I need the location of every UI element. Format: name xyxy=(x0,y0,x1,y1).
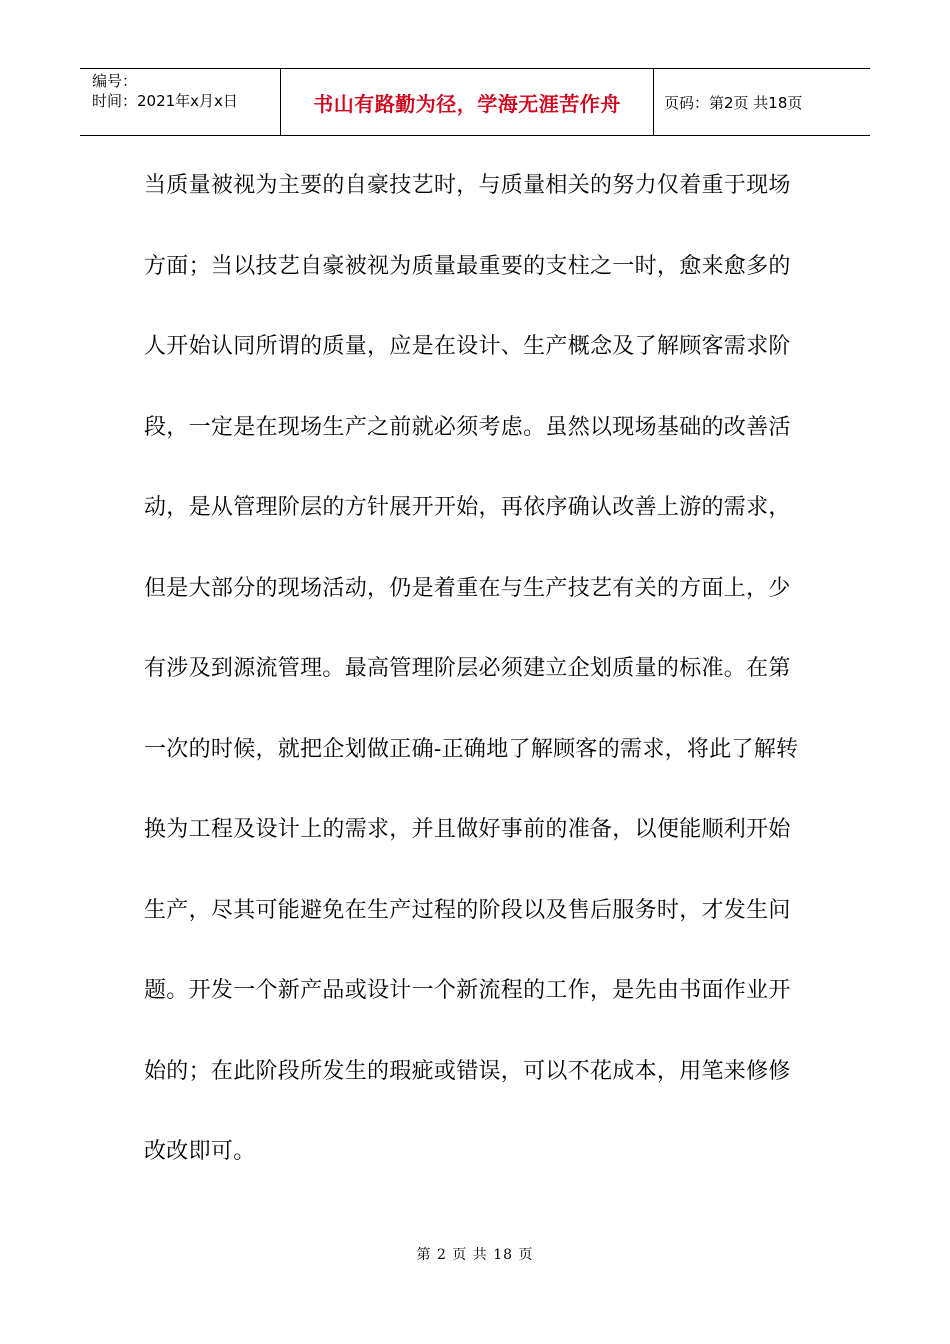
body-line: 换为工程及设计上的需求，并且做好事前的准备，以便能顺利开始 xyxy=(144,817,791,842)
body-line: 动，是从管理阶层的方针展开开始，再依序确认改善上游的需求， xyxy=(144,495,791,520)
page-footer: 第 2 页 共 18 页 xyxy=(416,1247,534,1263)
document-number-label: 编号： xyxy=(92,72,138,90)
body-line: 人开始认同所谓的质量，应是在设计、生产概念及了解顾客需求阶 xyxy=(144,334,791,359)
body-line: 始的；在此阶段所发生的瑕疵或错误，可以不花成本，用笔来修修 xyxy=(144,1058,791,1084)
body-line: 有涉及到源流管理。最高管理阶层必须建立企划质量的标准。在第 xyxy=(144,656,791,681)
document-body xyxy=(144,146,814,1193)
header-meta xyxy=(80,69,281,135)
body-line: 题。开发一个新产品或设计一个新流程的工作，是先由书面作业开 xyxy=(144,978,791,1003)
header-page-info: 页码：第2页 共18页 xyxy=(664,93,803,112)
page-header xyxy=(80,68,870,136)
body-line: 段，一定是在现场生产之前就必须考虑。虽然以现场基础的改善活 xyxy=(144,414,791,440)
body-line: 但是大部分的现场活动，仍是着重在与生产技艺有关的方面上，少 xyxy=(144,575,791,601)
body-line: 一次的时候，就把企划做正确-正确地了解顾客的需求，将此了解转 xyxy=(144,736,799,762)
body-line: 改改即可。 xyxy=(144,1139,256,1164)
body-line: 生产，尽其可能避免在生产过程的阶段以及售后服务时，才发生问 xyxy=(144,897,791,923)
header-motto: 书山有路勤为径，学海无涯苦作舟 xyxy=(281,69,654,135)
body-line: 方面；当以技艺自豪被视为质量最重要的支柱之一时，愈来愈多的 xyxy=(144,253,791,279)
document-date: 时间：2021年x月x日 xyxy=(92,92,238,110)
body-line: 当质量被视为主要的自豪技艺时，与质量相关的努力仅着重于现场 xyxy=(144,173,791,198)
